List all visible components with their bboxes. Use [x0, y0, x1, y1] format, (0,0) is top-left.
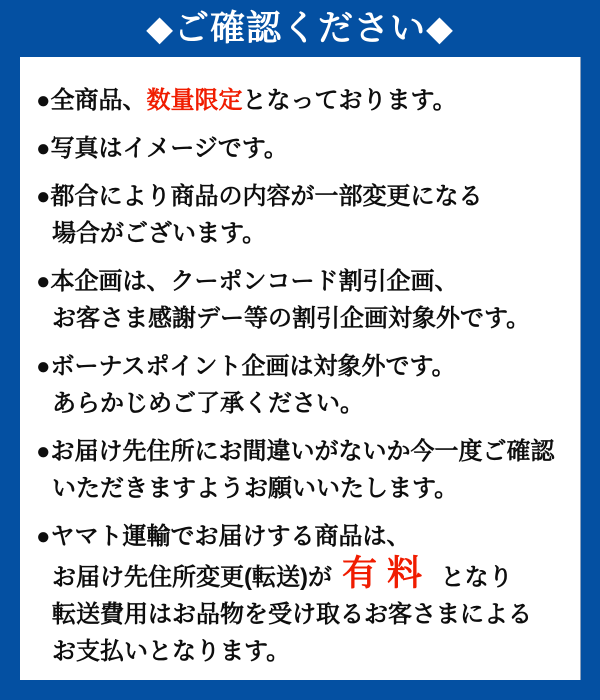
notice-text: 転送費用はお品物を受け取るお客さまによる [52, 601, 532, 628]
notice-text: 場合がございます。 [52, 220, 267, 247]
notice-text: ●写真はイメージです。 [36, 135, 288, 162]
notice-line [36, 300, 572, 337]
notice-line [36, 263, 572, 300]
notice-text: お客さま感謝デー等の割引企画対象外です。 [52, 305, 531, 332]
notice-text: となり [434, 564, 513, 591]
notice-line [36, 82, 572, 119]
notice-line [36, 633, 572, 670]
notice-text: ●お届け先住所にお間違いがないか今一度ご確認 [36, 438, 555, 465]
notice-line [36, 348, 572, 385]
notice-item [36, 178, 572, 252]
notice-item [36, 130, 572, 167]
notice-text: ●都合により商品の内容が一部変更になる [36, 183, 483, 210]
notice-text: お届け先住所変更(転送)が [52, 564, 332, 591]
notice-text: ●本企画は、クーポンコード割引企画、 [36, 268, 459, 295]
notice-text: お支払いとなります。 [52, 638, 291, 665]
notice-line [36, 518, 572, 555]
notice-text: ●ヤマト運輸でお届けする商品は、 [36, 523, 411, 550]
notice-line [36, 130, 572, 167]
highlighted-text: 数量限定 [146, 87, 243, 114]
notice-item [36, 433, 572, 507]
notice-box [20, 57, 581, 680]
notice-line [36, 215, 572, 252]
notice-line [36, 178, 572, 215]
notice-text: ●ボーナスポイント企画は対象外です。 [36, 353, 456, 380]
notice-text: ●全商品、 [36, 87, 147, 114]
notice-item [36, 348, 572, 422]
notice-item [36, 518, 572, 670]
notice-line [36, 433, 572, 470]
notice-item [36, 82, 572, 119]
highlighted-text: 有料 [341, 554, 432, 593]
notice-item [36, 263, 572, 337]
notice-line [36, 385, 572, 422]
header-banner [0, 0, 600, 57]
notice-text: あらかじめご了承ください。 [52, 390, 364, 417]
notice-line [36, 470, 572, 507]
notice-line [36, 555, 572, 596]
notice-text: となっております。 [242, 87, 457, 114]
page-title: ◆ご確認ください◆ [146, 9, 454, 48]
notice-text: いただきますようお願いいたします。 [52, 475, 459, 502]
notice-line [36, 596, 572, 633]
